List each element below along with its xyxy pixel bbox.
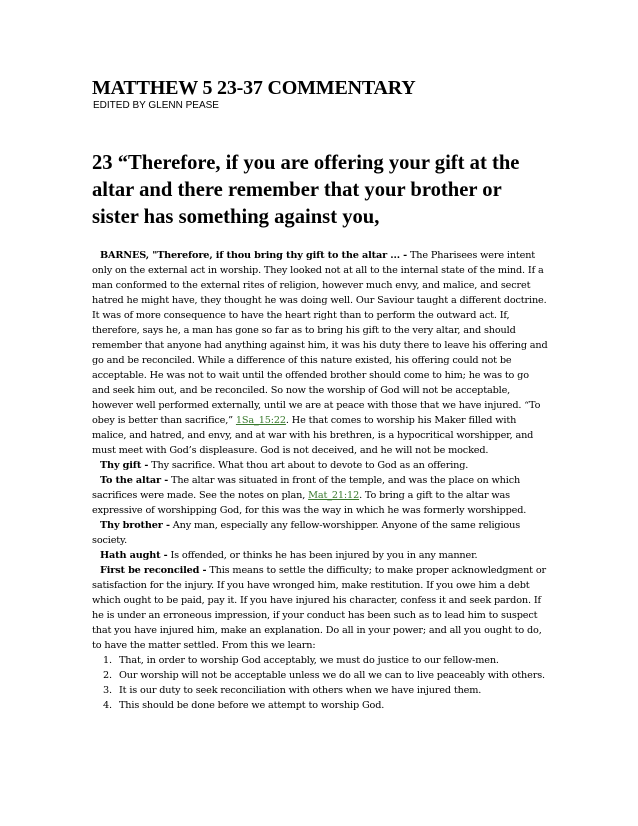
commentary-text: . He that comes to worship his Maker filled with malice, and hatred, and envy, and at war with his brethren, is a hypocritical worshipper, and must meet with God’s displeasure. God is not deceived, and he will not be mocked. — [92, 415, 534, 456]
commentary-label: BARNES, "Therefore, if thou bring thy gift to the altar ... - — [100, 250, 408, 261]
list-item — [103, 653, 549, 668]
commentary-text: . To bring a gift to the altar was expressive of worshipping God, for this was the way in which he was formerly worshipped. — [92, 490, 527, 516]
list-item — [103, 668, 549, 683]
commentary-text: Thy sacrifice. What thou art about to devote to God as an offering. — [148, 460, 469, 471]
commentary-text: The Pharisees were intent only on the external act in worship. They looked not at all to the internal state of the mind. If a man conformed to the external rites of religion, however much envy, and malice, and secret hatred he might have, they thought he was doing well. Our Saviour taught a different doctrine. It was of more consequence to have the heart right than to perform the outward act. If, therefore, says he, a man has gone so far as to bring his gift to the very altar, and should remember that anyone had anything against him, it was his duty there to leave his offering and go and be reconciled. While a difference of this nature existed, his offering could not be acceptable. He was not to wait until the offended brother should come to him; he was to go and seek him out, and be reconciled. So now the worship of God will not be acceptable, however well performed externally, until we are at peace with those that we have injured. “To obey is better than sacrifice,” — [92, 250, 548, 426]
list-item-number: 2. — [103, 670, 112, 681]
list-item-number: 1. — [103, 655, 112, 666]
list-item — [103, 698, 549, 713]
list-item — [103, 683, 549, 698]
commentary-label: Thy brother - — [100, 520, 170, 531]
list-item-text: It is our duty to seek reconciliation with others when we have injured them. — [119, 685, 482, 696]
list-item-number: 3. — [103, 685, 112, 696]
document-title: MATTHEW 5 23-37 COMMENTARY — [92, 77, 416, 99]
commentary-label: To the altar - — [100, 475, 169, 486]
list-item-number: 4. — [103, 700, 112, 711]
commentary-body — [92, 248, 549, 713]
commentary-paragraph — [92, 458, 549, 473]
commentary-paragraph — [92, 518, 549, 548]
commentary-text: Is offended, or thinks he has been injured by you in any manner. — [167, 550, 478, 561]
list-item-text: That, in order to worship God acceptably, we must do justice to our fellow-men. — [119, 655, 499, 666]
commentary-paragraph — [92, 473, 549, 518]
commentary-paragraph — [92, 563, 549, 653]
scripture-reference-link[interactable]: 1Sa_15:22 — [235, 415, 286, 426]
commentary-label: Hath aught - — [100, 550, 168, 561]
list-item-text: This should be done before we attempt to worship God. — [119, 700, 385, 711]
commentary-paragraph — [92, 248, 549, 458]
commentary-text: The altar was situated in front of the temple, and was the place on which sacrifices were made. See the notes on plan, — [92, 475, 521, 501]
commentary-label: First be reconciled - — [100, 565, 207, 576]
list-item-text: Our worship will not be acceptable unless we do all we can to live peaceably with others. — [119, 670, 545, 681]
commentary-label: Thy gift - — [100, 460, 149, 471]
verse-heading: 23 “Therefore, if you are offering your gift at the altar and there remember that your brother or sister has something against you, — [92, 152, 520, 228]
editor-credit: EDITED BY GLENN PEASE — [93, 100, 219, 111]
scripture-reference-link[interactable]: Mat_21:12 — [308, 490, 360, 501]
lessons-list — [92, 653, 549, 713]
commentary-text: Any man, especially any fellow-worshipper. Anyone of the same religious society. — [92, 520, 521, 546]
commentary-paragraph — [92, 548, 549, 563]
commentary-text: This means to settle the difficulty; to make proper acknowledgment or satisfaction for the injury. If you have wronged him, make restitution. If you owe him a debt which ought to be paid, pay it. If you have injured his character, confess it and seek pardon. If he is under an erroneous impression, if your conduct has been such as to lead him to suspect that you have injured him, make an explanation. Do all in your power; and all you ought to do, to have the matter settled. From this we learn: — [92, 565, 547, 651]
